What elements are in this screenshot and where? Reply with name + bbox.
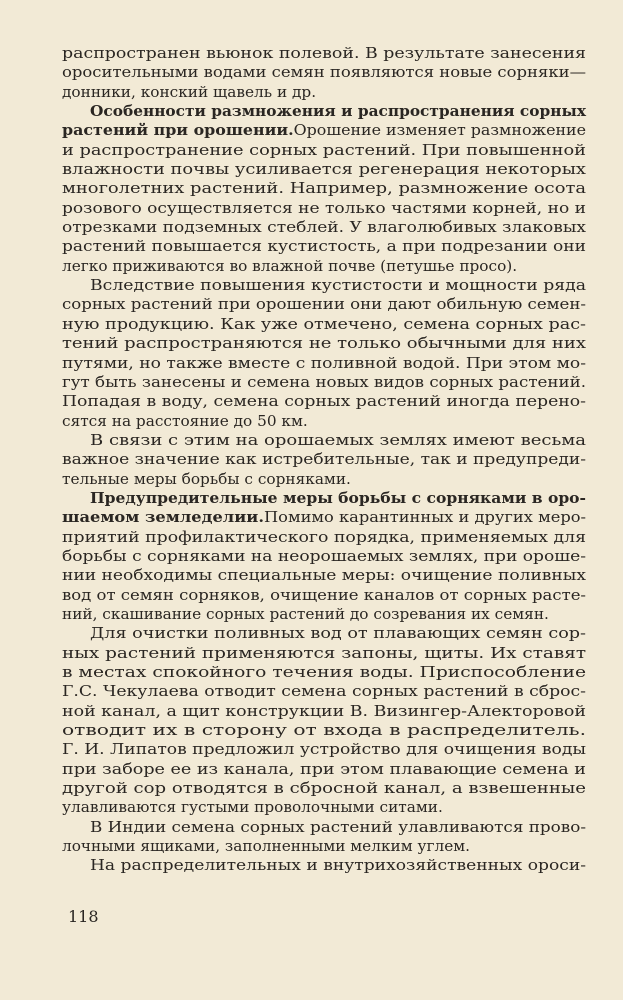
text-line <box>62 334 586 353</box>
text-line <box>62 121 586 140</box>
text-line-content: ной канал, а щит конструкции В. Визингер-Алекторовой <box>62 701 586 720</box>
text-line-content: сорных растений при орошении они дают обильную семен- <box>62 295 586 314</box>
text-line <box>62 450 586 469</box>
text-line <box>62 44 586 63</box>
text-line <box>62 566 586 585</box>
text-line <box>62 315 586 334</box>
text-line-content: в местах спокойного течения воды. Приспособление <box>62 663 586 681</box>
bold-heading-text: Особенности размножения и распространения сорных <box>90 102 586 121</box>
text-line <box>62 199 586 218</box>
text-line <box>62 740 586 759</box>
text-line-content: розового осуществляется не только частями корней, но и <box>62 198 586 217</box>
text-line <box>62 682 586 701</box>
text-line-content: легко приживаются во влажной почве (петушье просо). <box>62 256 518 275</box>
text-line-content: важное значение как истребительные, так и предупреди- <box>62 450 586 469</box>
text-segment: Орошение изменяет размножение <box>293 121 586 140</box>
bold-heading-text: Предупредительные меры борьбы с сорняками в оро- <box>90 488 586 507</box>
text-line <box>62 779 586 798</box>
text-line <box>62 760 586 779</box>
body-text <box>62 44 586 876</box>
text-line <box>62 392 586 411</box>
text-line-content: Попадая в воду, семена сорных растений иногда перено- <box>62 392 586 411</box>
text-line <box>62 102 586 121</box>
text-line-content: влажности почвы усиливается регенерация некоторых <box>62 160 586 179</box>
text-line <box>62 218 586 237</box>
text-line <box>62 605 586 624</box>
text-line-content <box>90 489 586 508</box>
text-line-content: нии необходимы специальные меры: очищение поливных <box>62 566 586 585</box>
text-line <box>62 412 586 431</box>
text-line <box>62 721 586 740</box>
bold-heading-text: растений при орошении. <box>62 121 294 140</box>
text-line <box>62 837 586 856</box>
text-line-content: борьбы с сорняками на неорошаемых землях, при ороше- <box>62 546 586 565</box>
text-line <box>62 83 586 102</box>
text-line-content: гут быть занесены и семена новых видов сорных растений. <box>62 372 586 391</box>
text-line <box>62 798 586 817</box>
text-line-content: улавливаются густыми проволочными ситами. <box>62 798 443 817</box>
text-line-content <box>90 102 586 121</box>
text-line <box>62 586 586 605</box>
text-line <box>62 547 586 566</box>
text-line <box>62 528 586 547</box>
text-line <box>62 470 586 489</box>
text-line <box>62 489 586 508</box>
text-line-content: Г. И. Липатов предложил устройство для очищения воды <box>62 740 586 759</box>
text-line <box>62 179 586 198</box>
text-line-content: Для очистки поливных вод от плавающих семян сор- <box>90 624 586 643</box>
text-line <box>62 431 586 450</box>
page-number: 118 <box>68 907 99 926</box>
text-line-content: ний, скашивание сорных растений до созревания их семян. <box>62 604 549 623</box>
text-line-content: приятий профилактического порядка, применяемых для <box>62 527 586 546</box>
text-line <box>62 818 586 837</box>
text-line-content: В связи с этим на орошаемых землях имеют весьма <box>90 430 586 449</box>
text-line-content: лочными ящиками, заполненными мелким углем. <box>62 837 471 856</box>
text-line <box>62 508 586 527</box>
text-line <box>62 644 586 663</box>
text-line-content: растений повышается кустистость, а при подрезании они <box>62 237 586 256</box>
text-line-content <box>62 121 586 140</box>
text-line <box>62 141 586 160</box>
text-line-content: распространен вьюнок полевой. В результате занесения <box>62 44 586 62</box>
text-line <box>62 702 586 721</box>
text-line-content: тельные меры борьбы с сорняками. <box>62 469 351 488</box>
bold-heading-text: шаемом земледелии. <box>62 508 265 527</box>
text-line-content: В Индии семена сорных растений улавливаются прово- <box>90 817 586 836</box>
text-segment: Помимо карантинных и других меро- <box>264 508 586 527</box>
text-line-content: тений распространяются не только обычными для них <box>62 334 586 353</box>
text-line-content: отрезками подземных стеблей. У влаголюбивых злаковых <box>62 218 586 237</box>
text-line <box>62 373 586 392</box>
text-line <box>62 856 586 875</box>
text-line <box>62 63 586 82</box>
text-line <box>62 624 586 643</box>
text-line-content: отводит их в сторону от входа в распределитель. <box>62 721 586 740</box>
text-line <box>62 257 586 276</box>
text-line <box>62 354 586 373</box>
text-line-content: другой сор отводятся в сбросной канал, а взвешенные <box>62 779 586 798</box>
text-line-content: и распространение сорных растений. При повышенной <box>62 140 586 159</box>
text-line-content <box>62 508 586 527</box>
text-line-content: ных растений применяются запоны, щиты. Их ставят <box>62 643 586 662</box>
text-line <box>62 160 586 179</box>
text-line-content: оросительными водами семян появляются новые сорняки— <box>62 63 586 82</box>
text-line-content: путями, но также вместе с поливной водой. При этом мо- <box>62 353 586 372</box>
text-line-content: На распределительных и внутрихозяйственных ороси- <box>90 856 586 875</box>
text-line <box>62 663 586 682</box>
text-line-content: ную продукцию. Как уже отмечено, семена сорных рас- <box>62 314 586 333</box>
text-line <box>62 276 586 295</box>
text-line-content: вод от семян сорняков, очищение каналов от сорных расте- <box>62 585 586 604</box>
text-line-content: сятся на расстояние до 50 км. <box>62 411 308 430</box>
text-line <box>62 295 586 314</box>
text-line <box>62 237 586 256</box>
text-line-content: многолетних растений. Например, размножение осота <box>62 179 586 198</box>
text-line-content: донники, конский щавель и др. <box>62 82 317 101</box>
text-line-content: Г.С. Чекулаева отводит семена сорных растений в сброс- <box>62 682 586 701</box>
text-line-content: при заборе ее из канала, при этом плавающие семена и <box>62 759 586 778</box>
text-line-content: Вследствие повышения кустистости и мощности ряда <box>90 276 586 295</box>
